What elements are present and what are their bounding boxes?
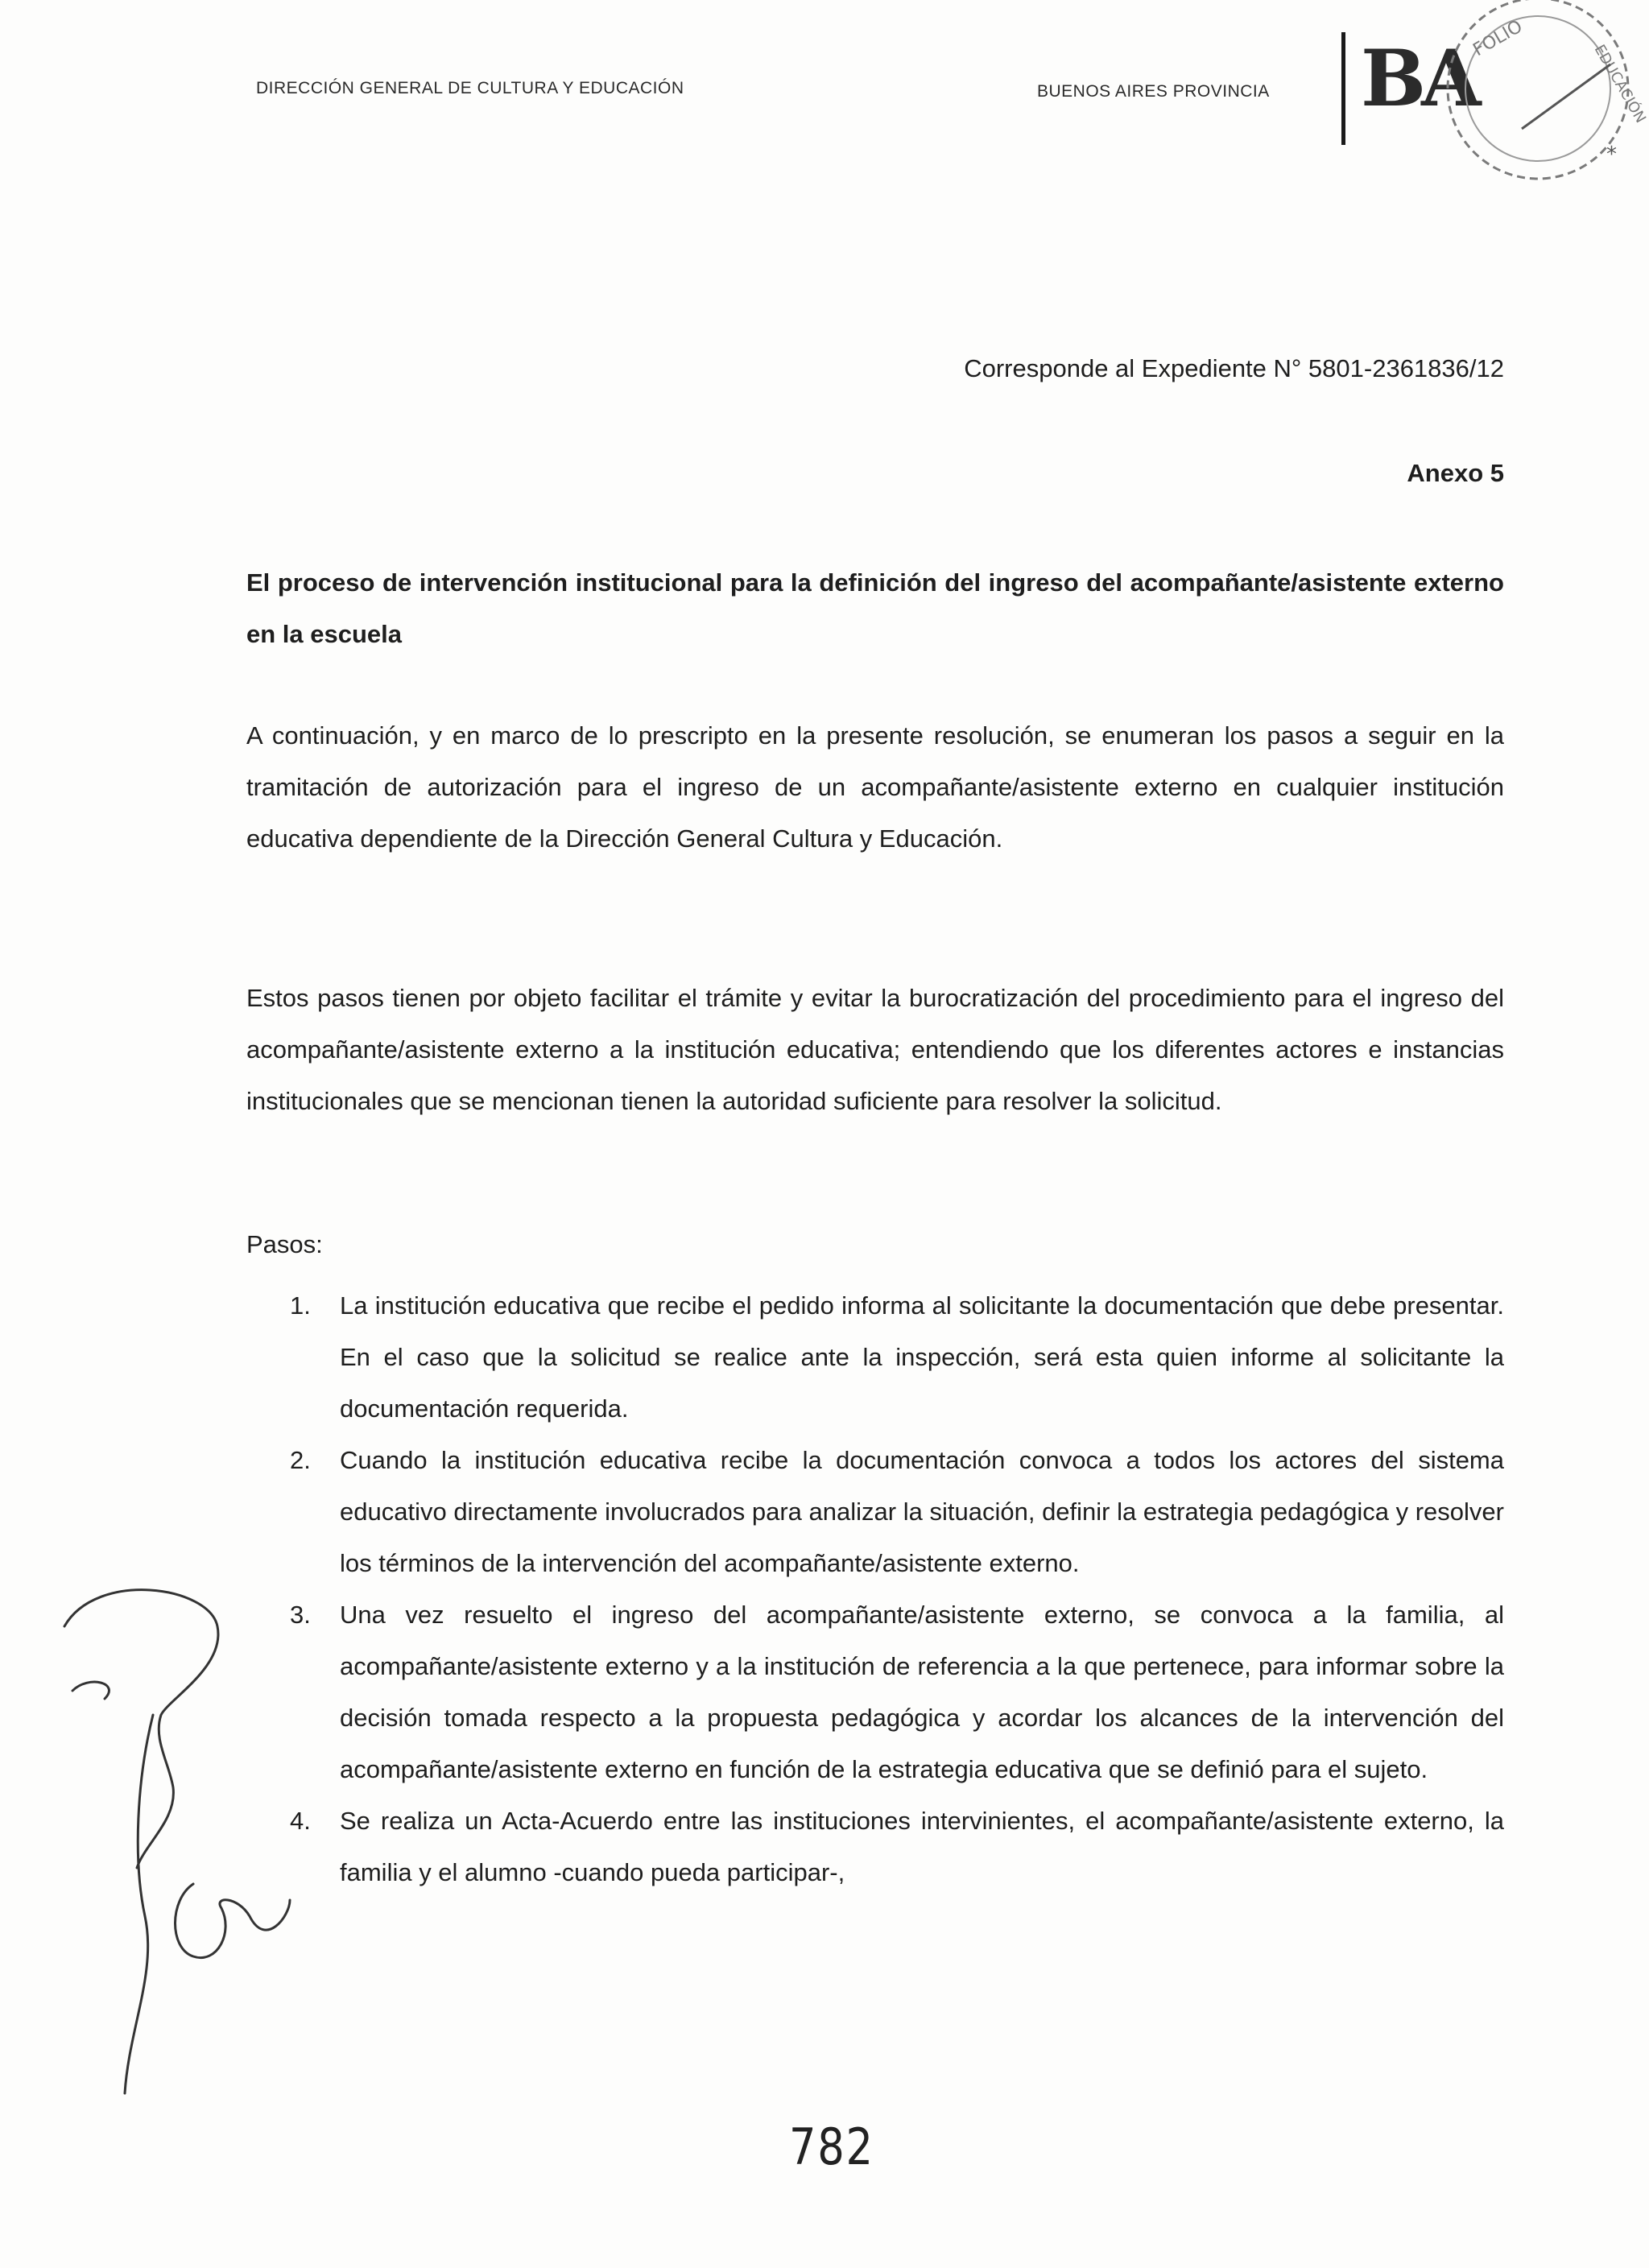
- header-province: BUENOS AIRES PROVINCIA: [1037, 82, 1270, 101]
- step-text: La institución educativa que recibe el pedido informa al solicitante la documentación que debe presentar. En el caso que la solicitud se realice ante la inspección, será esta quien informe al solicitante la documentación requerida.: [340, 1291, 1504, 1423]
- header-divider: [1341, 32, 1345, 145]
- intro-paragraph: A continuación, y en marco de lo prescripto en la presente resolución, se enumeran los pasos a seguir en la tramitación de autorización para el ingreso de un acompañante/asistente externo en cualquier institución educativa dependiente de la Dirección General Cultura y Educación.: [246, 721, 1504, 853]
- list-item: [290, 1589, 1504, 1795]
- step-text: Una vez resuelto el ingreso del acompañante/asistente externo, se convoca a la familia, al acompañante/asistente externo y a la institución de referencia a la que pertenece, para informar sobre la decisión tomada respecto a la propuesta pedagógica y acordar los alcances de la intervención del acompañante/asistente externo en función de la estrategia educativa que se definió para el sujeto.: [340, 1601, 1504, 1783]
- step-number: 4.: [290, 1807, 311, 1835]
- list-item: [290, 1795, 1504, 1898]
- svg-text:EDUCACIÓN: EDUCACIÓN: [1590, 42, 1649, 126]
- svg-text:FOLIO: FOLIO: [1469, 16, 1527, 61]
- page-number: 782: [789, 2117, 874, 2176]
- step-number: 3.: [290, 1601, 311, 1629]
- step-number: 2.: [290, 1446, 311, 1474]
- document-title: El proceso de intervención institucional para la definición del ingreso del acompañante/asistente externo en la escuela: [246, 568, 1504, 648]
- step-number: 1.: [290, 1291, 311, 1320]
- step-text: Se realiza un Acta-Acuerdo entre las instituciones intervinientes, el acompañante/asistente externo, la familia y el alumno -cuando pueda participar-,: [340, 1807, 1504, 1886]
- expediente-reference: Corresponde al Expediente N° 5801-2361836/12: [964, 354, 1504, 382]
- step-text: Cuando la institución educativa recibe la documentación convoca a todos los actores del sistema educativo directamente involucrados para analizar la situación, definir la estrategia pedagógica y resolver los términos de la intervención del acompañante/asistente externo.: [340, 1446, 1504, 1577]
- handwritten-signature-icon: [48, 1578, 306, 2158]
- header-institution: DIRECCIÓN GENERAL DE CULTURA Y EDUCACIÓN: [256, 79, 684, 97]
- purpose-paragraph: Estos pasos tienen por objeto facilitar el trámite y evitar la burocratización del procedimiento para el ingreso del acompañante/asistente externo a la institución educativa; entendiendo que los diferentes actores e instancias institucionales que se mencionan tienen la autoridad suficiente para resolver la solicitud.: [246, 984, 1504, 1115]
- ba-logo: BA: [1361, 33, 1477, 124]
- list-item: [290, 1280, 1504, 1435]
- svg-text:*: *: [1606, 143, 1617, 167]
- steps-list: [290, 1280, 1504, 1898]
- annex-label: Anexo 5: [1407, 459, 1504, 487]
- steps-heading: Pasos:: [246, 1230, 323, 1258]
- folio-stamp-icon: [1401, 0, 1649, 193]
- list-item: [290, 1435, 1504, 1589]
